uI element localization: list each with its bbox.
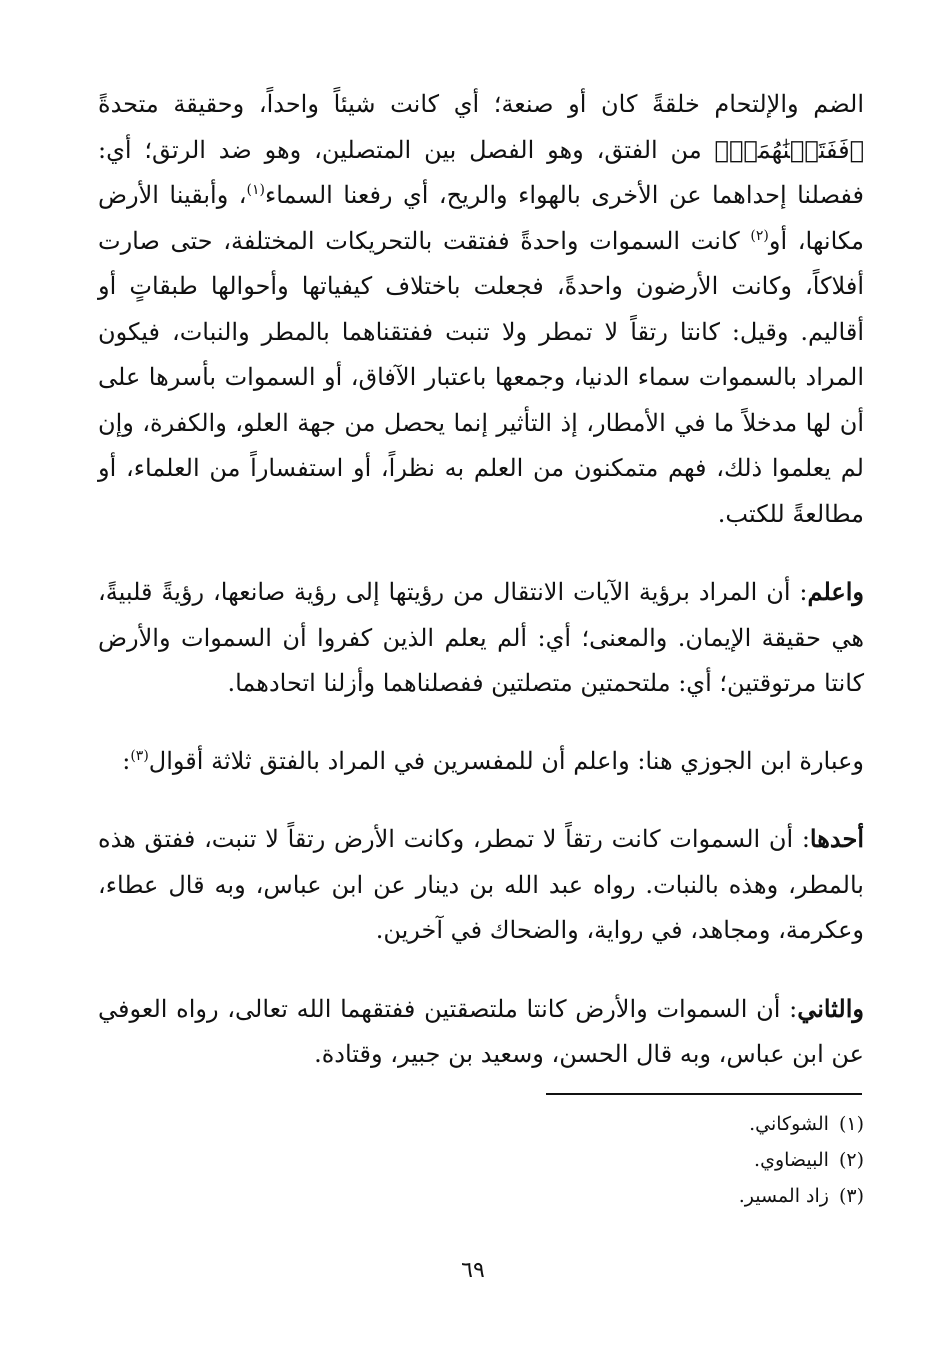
paragraph-5-text: : أن السموات والأرض كانتا ملتصقتين ففتقهما الله تعالى، رواه العوفي عن ابن عباس، وبه قال الحسن، وسعيد بن جبير، وقتادة. <box>98 994 864 1068</box>
paragraph-4-lead: أحدها <box>809 824 864 853</box>
main-text <box>98 82 864 1078</box>
footnote-2-number: (٢) <box>838 1149 864 1171</box>
paragraph-5-lead: والثاني <box>797 993 864 1023</box>
footnote-divider <box>546 1093 862 1095</box>
paragraph-4 <box>98 816 864 954</box>
footnote-ref-2[interactable]: (٢) <box>750 227 769 244</box>
paragraph-5 <box>98 986 864 1078</box>
paragraph-1-text-b: ، وأبقينا الأرض مكانها، أو <box>98 181 864 255</box>
paragraph-1-text-c: كانت السموات واحدةً ففتقت بالتحريكات المختلفة، حتى صارت أفلاكاً، وكانت الأرضون واحدةً، فجعلت باختلاف كيفياتها وأحوالها طبقاتٍ أو أقاليم. وقيل: كانتا رتقاً لا تمطر ولا تنبت ففتقناهما بالمطر والنبات، فيكون المراد بالسموات سماء الدنيا، وجمعها باعتبار الآفاق، أو السموات بأسرها على أن لها مدخلاً ما في الأمطار، إذ التأثير إنما يحصل من جهة العلو، والكفرة، وإن لم يعلموا ذلك، فهم متمكنون من العلم به نظراً، أو استفساراً من العلماء، أو مطالعةً للكتب. <box>98 226 865 528</box>
footnote-2 <box>464 1142 864 1178</box>
page-number: ٦٩ <box>461 1258 485 1283</box>
paragraph-1 <box>98 82 864 537</box>
footnote-1 <box>464 1106 864 1142</box>
paragraph-2-lead: واعلم <box>807 577 864 606</box>
paragraph-3-text-a: وعبارة ابن الجوزي هنا: واعلم أن للمفسرين في المراد بالفتق ثلاثة أقوال <box>148 746 864 775</box>
footnote-2-text: البيضاوي. <box>754 1149 829 1171</box>
footnote-ref-3[interactable]: (٣) <box>130 747 149 764</box>
footnote-3-text: زاد المسير. <box>738 1185 829 1207</box>
footnote-1-text: الشوكاني. <box>749 1113 829 1135</box>
paragraph-2-text: : أن المراد برؤية الآيات الانتقال من رؤيتها إلى رؤية صانعها، رؤيةً قلبيةً، هي حقيقة الإيمان. والمعنى؛ أي: ألم يعلم الذين كفروا أن السموات والأرض كانتا مرتوقتين؛ أي: ملتحمتين متصلتين ففصلناهما وأزلنا اتحادهما. <box>98 578 864 697</box>
footnote-ref-1[interactable]: (١) <box>246 182 265 198</box>
paragraph-4-text: : أن السموات كانت رتقاً لا تمطر، وكانت الأرض رتقاً لا تنبت، ففتق هذه بالمطر، وهذه بالنبات. رواه عبد الله بن دينار عن ابن عباس، وبه قال عطاء، وعكرمة، ومجاهد، في رواية، والضحاك في آخرين. <box>98 825 864 944</box>
footnote-3 <box>464 1178 864 1214</box>
paragraph-2 <box>98 569 864 707</box>
paragraph-3-text-b: : <box>122 746 131 775</box>
footnote-1-number: (١) <box>838 1113 864 1135</box>
footnotes <box>464 1106 864 1214</box>
paragraph-1-text-a: الضم والإلتحام خلقةً كان أو صنعة؛ أي كانت شيئاً واحداً، وحقيقة متحدةً ﴿فَفَتَقۡنَٰهُمَاۖ﴾ من الفتق، وهو الفصل بين المتصلين، وهو ضد الرتق؛ أي: ففصلنا إحداهما عن الأخرى بالهواء والريح، أي رفعنا السماء <box>98 90 864 209</box>
footnote-3-number: (٣) <box>838 1185 864 1207</box>
paragraph-3 <box>98 739 864 785</box>
